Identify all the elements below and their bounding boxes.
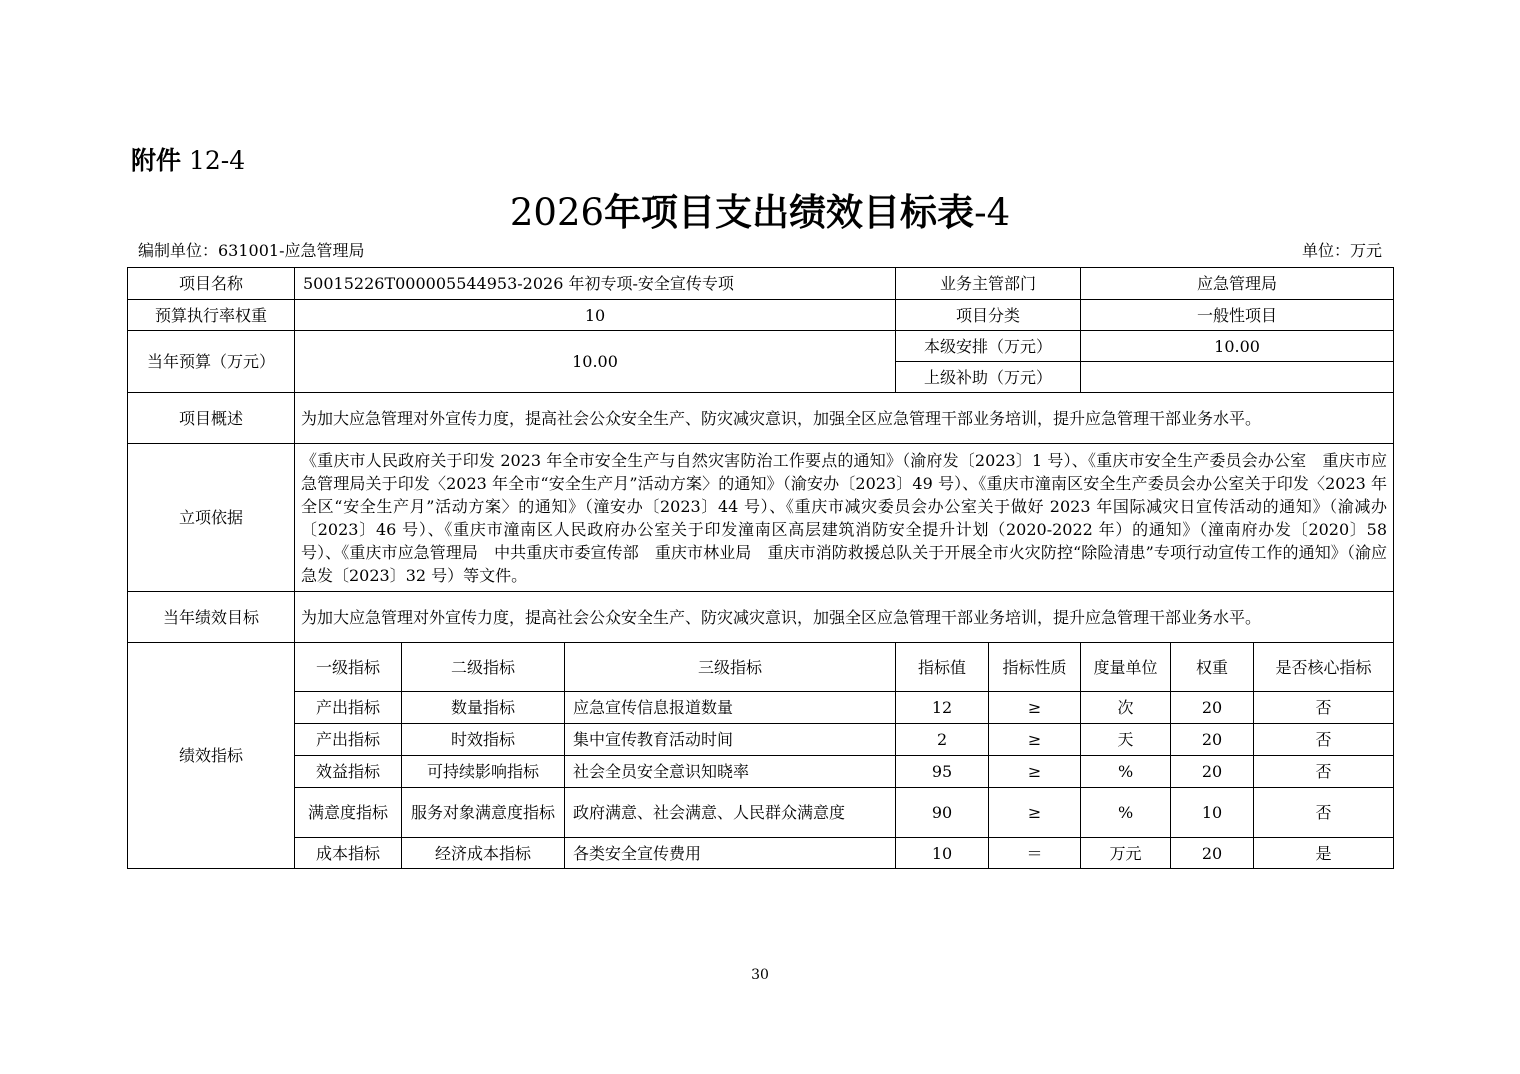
cell-unit: % <box>1081 788 1171 838</box>
org-unit: 编制单位：631001-应急管理局 <box>138 241 365 260</box>
basis-text: 《重庆市人民政府关于印发 2023 年全市安全生产与自然灾害防治工作要点的通知》（渝府发〔2023〕1 号）、《重庆市安全生产委员会办公室 重庆市应急管理局关于印发〈2023 年全市“安全生产月”活动方案〉的通知》（渝安办〔2023〕49 号）、《重庆市潼南区安全生产委员会办公室关于印发〈2023 年全区“安全生产月”活动方案〉的通知》（潼安办〔2023〕44 号）、《重庆市减灾委员会办公室关于做好 2023 年国际减灾日宣传活动的通知》（渝减办〔2023〕46 号）、《重庆市潼南区人民政府办公室关于印发潼南区高层建筑消防安全提升计划（2020-2022 年）的通知》（潼南府办发〔2020〕58 号）、《重庆市应急管理局 中共重庆市委宣传部 重庆市林业局 重庆市消防救援总队关于开展全市火灾防控“除险清患”专项行动宣传工作的通知》（渝应急发〔2023〕32 号）等文件。 <box>295 444 1394 592</box>
page-number: 30 <box>751 967 769 983</box>
cell-unit: % <box>1081 756 1171 788</box>
cell-nature: ≥ <box>989 692 1081 724</box>
local-value: 10.00 <box>1081 331 1394 362</box>
budget-value: 10.00 <box>295 331 896 393</box>
attachment-label <box>131 146 245 176</box>
overview-text: 为加大应急管理对外宣传力度，提高社会公众安全生产、防灾减灾意识，加强全区应急管理干部业务培训，提升应急管理干部业务水平。 <box>295 393 1394 444</box>
cell-nature: ≥ <box>989 724 1081 756</box>
basis-label: 立项依据 <box>128 444 295 592</box>
performance-table <box>127 267 1394 869</box>
row-budget <box>128 331 1394 362</box>
cell-unit: 万元 <box>1081 838 1171 869</box>
cell-nature: ＝ <box>989 838 1081 869</box>
weight-label: 预算执行率权重 <box>128 300 295 331</box>
cell-core: 否 <box>1254 756 1394 788</box>
dept-value: 应急管理局 <box>1081 268 1394 300</box>
cell-weight: 20 <box>1171 838 1254 869</box>
cell-level3: 社会全员安全意识知晓率 <box>565 756 896 788</box>
header-weight: 权重 <box>1171 643 1254 692</box>
cell-value: 2 <box>896 724 989 756</box>
cell-level1: 满意度指标 <box>295 788 402 838</box>
cell-nature: ≥ <box>989 756 1081 788</box>
cell-level3: 应急宣传信息报道数量 <box>565 692 896 724</box>
cell-level1: 产出指标 <box>295 724 402 756</box>
header-level3: 三级指标 <box>565 643 896 692</box>
cell-value: 10 <box>896 838 989 869</box>
cell-level2: 服务对象满意度指标 <box>402 788 565 838</box>
header-nature: 指标性质 <box>989 643 1081 692</box>
goal-text: 为加大应急管理对外宣传力度，提高社会公众安全生产、防灾减灾意识，加强全区应急管理干部业务培训，提升应急管理干部业务水平。 <box>295 592 1394 643</box>
goal-label: 当年绩效目标 <box>128 592 295 643</box>
row-basis <box>128 444 1394 592</box>
cell-weight: 20 <box>1171 756 1254 788</box>
project-name-label: 项目名称 <box>128 268 295 300</box>
indicator-header-row <box>128 643 1394 692</box>
cell-core: 否 <box>1254 788 1394 838</box>
title-suffix: -4 <box>974 191 1011 234</box>
cell-level3: 政府满意、社会满意、人民群众满意度 <box>565 788 896 838</box>
indicator-section-label: 绩效指标 <box>128 643 295 869</box>
cell-value: 90 <box>896 788 989 838</box>
local-label: 本级安排（万元） <box>896 331 1081 362</box>
weight-value: 10 <box>295 300 896 331</box>
header-unit: 度量单位 <box>1081 643 1171 692</box>
cell-level1: 成本指标 <box>295 838 402 869</box>
overview-label: 项目概述 <box>128 393 295 444</box>
cell-level1: 产出指标 <box>295 692 402 724</box>
cell-level3: 集中宣传教育活动时间 <box>565 724 896 756</box>
upper-label: 上级补助（万元） <box>896 362 1081 393</box>
project-name-value: 50015226T000005544953-2026 年初专项-安全宣传专项 <box>295 268 896 300</box>
header-core: 是否核心指标 <box>1254 643 1394 692</box>
cell-weight: 10 <box>1171 788 1254 838</box>
row-project-name <box>128 268 1394 300</box>
cell-nature: ≥ <box>989 788 1081 838</box>
indicator-row <box>128 692 1394 724</box>
cell-level2: 经济成本指标 <box>402 838 565 869</box>
row-overview <box>128 393 1394 444</box>
header-level2: 二级指标 <box>402 643 565 692</box>
upper-value <box>1081 362 1394 393</box>
cell-unit: 天 <box>1081 724 1171 756</box>
indicator-row <box>128 756 1394 788</box>
cell-level2: 可持续影响指标 <box>402 756 565 788</box>
cell-core: 否 <box>1254 692 1394 724</box>
cell-weight: 20 <box>1171 692 1254 724</box>
cell-core: 是 <box>1254 838 1394 869</box>
cell-weight: 20 <box>1171 724 1254 756</box>
indicator-row <box>128 838 1394 869</box>
header-level1: 一级指标 <box>295 643 402 692</box>
row-goal <box>128 592 1394 643</box>
attachment-number: 12-4 <box>188 146 246 175</box>
indicator-row <box>128 724 1394 756</box>
dept-label: 业务主管部门 <box>896 268 1081 300</box>
cell-level3: 各类安全宣传费用 <box>565 838 896 869</box>
indicator-row <box>128 788 1394 838</box>
cell-value: 95 <box>896 756 989 788</box>
title-text: 年项目支出绩效目标表 <box>604 190 975 234</box>
category-value: 一般性项目 <box>1081 300 1394 331</box>
attachment-word: 附件 <box>131 146 182 175</box>
cell-level2: 时效指标 <box>402 724 565 756</box>
budget-label: 当年预算（万元） <box>128 331 295 393</box>
page-title <box>0 188 1520 237</box>
row-weight <box>128 300 1394 331</box>
header-value: 指标值 <box>896 643 989 692</box>
cell-level2: 数量指标 <box>402 692 565 724</box>
cell-value: 12 <box>896 692 989 724</box>
cell-level1: 效益指标 <box>295 756 402 788</box>
category-label: 项目分类 <box>896 300 1081 331</box>
currency-unit: 单位：万元 <box>1301 241 1382 260</box>
title-year: 2026 <box>509 191 605 234</box>
cell-core: 否 <box>1254 724 1394 756</box>
cell-unit: 次 <box>1081 692 1171 724</box>
